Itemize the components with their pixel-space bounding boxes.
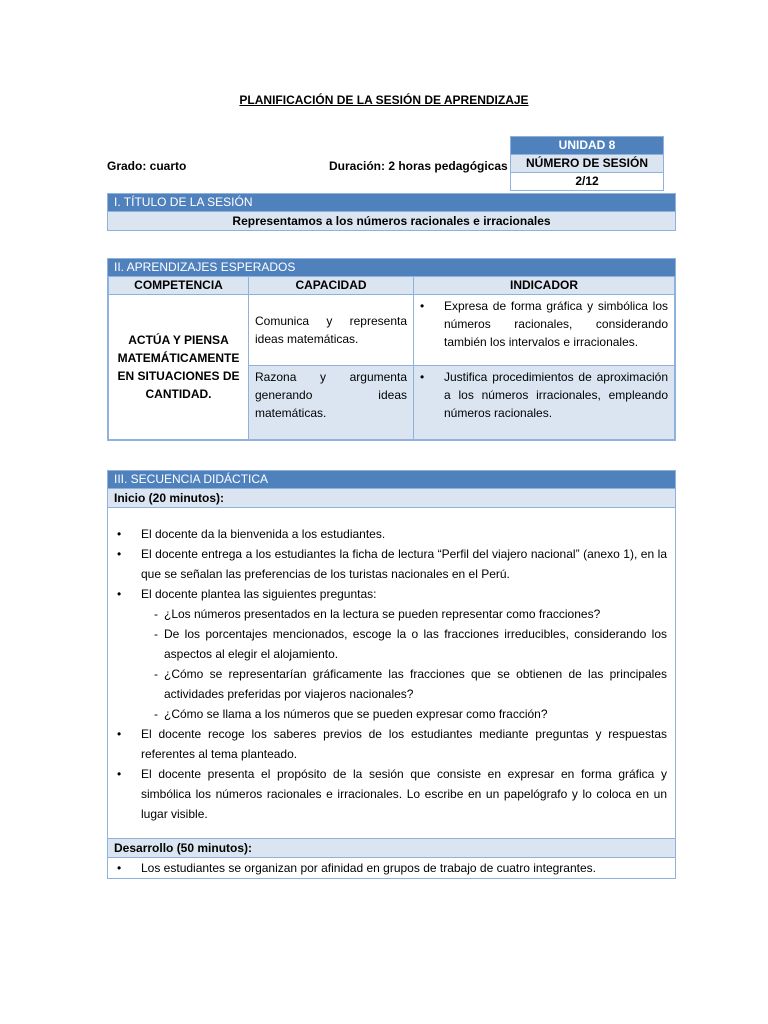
sub-list-item-text: ¿Cómo se representarían gráficamente las fracciones que se obtienen de las principales actividades preferidas por viajeros nacionales?	[164, 667, 667, 701]
desarrollo-body	[108, 858, 675, 878]
section-aprendizajes-heading: II. APRENDIZAJES ESPERADOS	[108, 259, 675, 276]
section-titulo-heading: I. TÍTULO DE LA SESIÓN	[108, 194, 675, 211]
numero-sesion-label: NÚMERO DE SESIÓN	[511, 155, 663, 173]
bullet: •	[117, 587, 122, 601]
desarrollo-label: Desarrollo (50 minutos):	[108, 838, 675, 858]
sub-list-item	[114, 624, 667, 664]
list-item-text: El docente presenta el propósito de la sesión que consiste en expresar en forma gráfica y simbólica los números racionales e irracionales. Lo escribe en un papelógrafo y lo coloca en un lugar visible.	[141, 767, 667, 821]
sub-list-item	[114, 704, 667, 724]
indicador-cell	[414, 295, 675, 366]
dash: -	[154, 707, 158, 721]
duracion-label: Duración: 2 horas pedagógicas	[329, 159, 508, 173]
list-item	[114, 524, 667, 544]
indicador-item	[420, 368, 668, 422]
capacidad-cell: Razona y argumenta generando ideas matemáticas.	[249, 366, 414, 440]
sub-list-item	[114, 604, 667, 624]
bullet: •	[420, 370, 425, 384]
bullet: •	[117, 861, 122, 875]
bullet: •	[117, 527, 122, 541]
list-item-text: El docente plantea las siguientes preguntas:	[141, 587, 377, 601]
column-header-indicador: INDICADOR	[414, 277, 675, 295]
list-item	[114, 858, 667, 878]
list-item	[114, 764, 667, 824]
list-item	[114, 544, 667, 584]
dash: -	[154, 607, 158, 621]
indicador-text: Expresa de forma gráfica y simbólica los números racionales, considerando también los intervalos e irracionales.	[444, 299, 668, 349]
unit-info-box	[510, 136, 664, 191]
grado-label: Grado: cuarto	[107, 159, 187, 173]
indicador-text: Justifica procedimientos de aproximación a los números irracionales, empleando números racionales.	[444, 370, 668, 420]
section-aprendizajes	[107, 258, 676, 441]
bullet: •	[117, 727, 122, 741]
capacidad-cell: Comunica y representa ideas matemáticas.	[249, 295, 414, 366]
indicador-item	[420, 297, 668, 351]
aprendizajes-table	[108, 276, 675, 440]
list-item	[114, 584, 667, 604]
competencia-cell: ACTÚA Y PIENSA MATEMÁTICAMENTE EN SITUACIONES DE CANTIDAD.	[109, 295, 249, 440]
list-item	[114, 724, 667, 764]
session-title: Representamos a los números racionales e irracionales	[108, 211, 675, 230]
section-secuencia-heading: III. SECUENCIA DIDÁCTICA	[108, 471, 675, 488]
unidad-label: UNIDAD 8	[511, 137, 663, 155]
inicio-body	[108, 508, 675, 838]
section-secuencia	[107, 470, 676, 879]
column-header-capacidad: CAPACIDAD	[249, 277, 414, 295]
list-item-text: El docente da la bienvenida a los estudiantes.	[141, 527, 386, 541]
column-header-competencia: COMPETENCIA	[109, 277, 249, 295]
inicio-label: Inicio (20 minutos):	[108, 488, 675, 508]
table-header-row	[109, 277, 675, 295]
sub-list-item	[114, 664, 667, 704]
list-item-text: El docente entrega a los estudiantes la ficha de lectura “Perfil del viajero nacional” (anexo 1), en la que se señalan las preferencias de los turistas nacionales en el Perú.	[141, 547, 667, 581]
numero-sesion-value: 2/12	[575, 174, 599, 188]
table-row	[109, 295, 675, 366]
sub-list-item-text: ¿Los números presentados en la lectura se pueden representar como fracciones?	[164, 607, 601, 621]
indicador-cell	[414, 366, 675, 440]
section-titulo	[107, 193, 676, 231]
dash: -	[154, 667, 158, 681]
bullet: •	[420, 299, 425, 313]
dash: -	[154, 627, 158, 641]
bullet: •	[117, 547, 122, 561]
sub-list-item-text: ¿Cómo se llama a los números que se pueden expresar como fracción?	[164, 707, 548, 721]
bullet: •	[117, 767, 122, 781]
list-item-text: El docente recoge los saberes previos de los estudiantes mediante preguntas y respuestas referentes al tema planteado.	[141, 727, 667, 761]
sub-list-item-text: De los porcentajes mencionados, escoge la o las fracciones irreducibles, considerando los aspectos al elegir el alojamiento.	[164, 627, 667, 661]
document-title: PLANIFICACIÓN DE LA SESIÓN DE APRENDIZAJE	[239, 93, 529, 107]
list-item-text: Los estudiantes se organizan por afinidad en grupos de trabajo de cuatro integrantes.	[141, 861, 596, 875]
